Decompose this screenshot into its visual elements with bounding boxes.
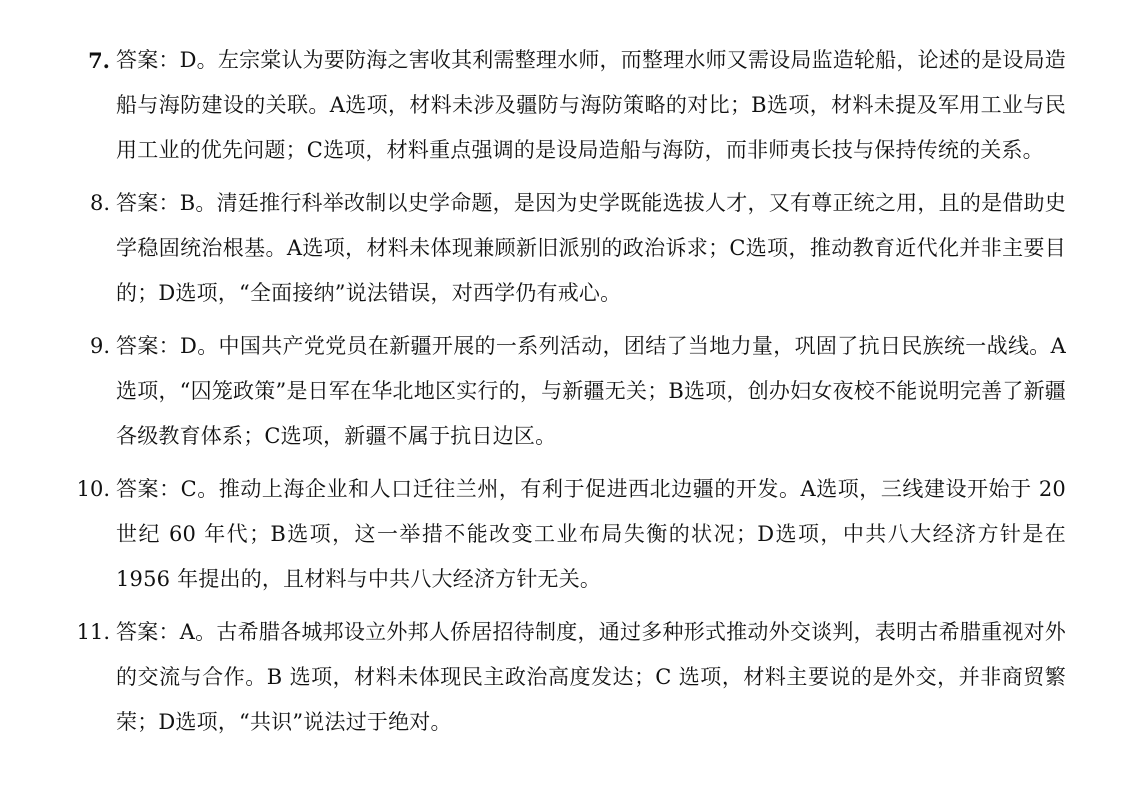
answer-label: 答案：	[116, 620, 180, 644]
answer-item-7	[0, 38, 1139, 173]
answer-text: B。清廷推行科举改制以史学命题，是因为史学既能选拔人才，又有尊正统之用，且的是借助史学稳固统治根基。A选项，材料未体现兼顾新旧派别的政治诉求；C选项，推动教育近代化并非主要目的；D选项，“全面接纳”说法错误，对西学仍有戒心。	[116, 191, 1066, 305]
answer-text: A。古希腊各城邦设立外邦人侨居招待制度，通过多种形式推动外交谈判，表明古希腊重视对外的交流与合作。B 选项，材料未体现民主政治高度发达；C 选项，材料主要说的是外交，并非商贸繁荣；D选项，“共识”说法过于绝对。	[116, 620, 1066, 734]
answer-item-8	[0, 181, 1139, 316]
answer-item-10	[0, 467, 1139, 602]
answer-paragraph	[116, 467, 1066, 602]
answer-text: D。中国共产党党员在新疆开展的一系列活动，团结了当地力量，巩固了抗日民族统一战线。A选项，“囚笼政策”是日军在华北地区实行的，与新疆无关；B选项，创办妇女夜校不能说明完善了新疆各级教育体系；C选项，新疆不属于抗日边区。	[116, 334, 1066, 448]
answer-paragraph	[116, 324, 1066, 459]
question-number: 8.	[89, 191, 110, 215]
question-number: 9.	[89, 334, 110, 358]
answer-text: D。左宗棠认为要防海之害收其利需整理水师，而整理水师又需设局监造轮船，论述的是设局造船与海防建设的关联。A选项，材料未涉及疆防与海防策略的对比；B选项，材料未提及军用工业与民用工业的优先问题；C选项，材料重点强调的是设局造船与海防，而非师夷长技与保持传统的关系。	[116, 48, 1067, 162]
answer-paragraph	[116, 38, 1066, 173]
answer-paragraph	[116, 610, 1066, 745]
answer-label: 答案：	[116, 48, 180, 72]
answer-item-9	[0, 324, 1139, 459]
answer-label: 答案：	[116, 477, 181, 501]
answer-paragraph	[116, 181, 1066, 316]
question-number: 7.	[88, 48, 110, 73]
answer-label: 答案：	[116, 334, 181, 358]
question-number: 11.	[76, 620, 110, 644]
question-number: 10.	[76, 477, 110, 501]
answer-text: C。推动上海企业和人口迁往兰州，有利于促进西北边疆的开发。A选项，三线建设开始于 20 世纪 60 年代；B选项，这一举措不能改变工业布局失衡的状况；D选项，中共八大经济方针是在 1956 年提出的，且材料与中共八大经济方针无关。	[116, 477, 1066, 591]
answer-label: 答案：	[116, 191, 180, 215]
answer-document	[0, 38, 1139, 753]
answer-item-11	[0, 610, 1139, 745]
